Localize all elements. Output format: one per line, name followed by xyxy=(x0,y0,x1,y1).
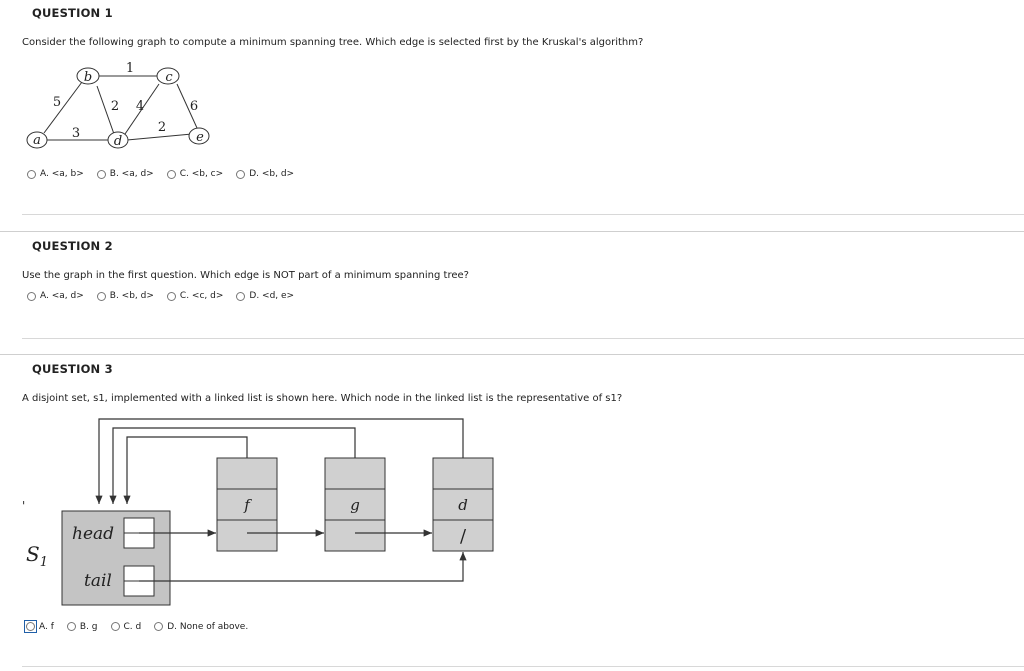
graph-weight-b-d: 2 xyxy=(110,99,120,114)
graph-node-a-label: a xyxy=(33,133,41,148)
option-label: B. <a, d> xyxy=(109,169,154,179)
question-1-title: QUESTION 1 xyxy=(32,6,113,20)
graph-weight-a-b: 5 xyxy=(52,95,62,110)
question-2-option-b[interactable] xyxy=(97,291,154,301)
graph-node-b-label: b xyxy=(83,70,93,85)
option-label: A. <a, d> xyxy=(40,291,84,301)
set-label: $S_1$ xyxy=(26,542,48,570)
list-node-g-label: g xyxy=(350,496,360,514)
question-3-option-c[interactable] xyxy=(111,622,142,632)
question-1-options xyxy=(27,169,307,179)
question-separator xyxy=(0,231,1024,232)
question-3-text: A disjoint set, s1, implemented with a linked list is shown here. Which node in the linked list is the representative of s1? xyxy=(22,393,623,404)
radio-icon[interactable] xyxy=(67,622,76,631)
question-3-option-d[interactable] xyxy=(154,622,248,632)
question-1-option-c[interactable] xyxy=(167,169,223,179)
head-label: head xyxy=(72,524,115,544)
radio-icon[interactable] xyxy=(236,170,245,179)
graph-node-c-label: c xyxy=(165,70,173,85)
radio-icon[interactable] xyxy=(154,622,163,631)
divider xyxy=(22,666,1024,667)
radio-icon[interactable] xyxy=(27,170,36,179)
question-2-title: QUESTION 2 xyxy=(32,239,113,253)
question-2-option-a[interactable] xyxy=(27,291,84,301)
option-label: D. <b, d> xyxy=(249,169,295,179)
question-1-text: Consider the following graph to compute a minimum spanning tree. Which edge is selected first by the Kruskal's algorithm? xyxy=(22,37,644,48)
radio-icon[interactable] xyxy=(167,170,176,179)
radio-icon[interactable] xyxy=(167,292,176,301)
graph-node-e-label: e xyxy=(196,130,204,145)
d-representative-pointer xyxy=(99,419,463,504)
tail-to-d-pointer xyxy=(139,552,463,581)
margin-mark: ' xyxy=(22,499,26,513)
linked-list-figure xyxy=(14,412,514,612)
graph-weight-c-d: 4 xyxy=(135,99,145,114)
graph-weight-c-e: 6 xyxy=(189,99,199,114)
divider xyxy=(22,214,1024,215)
option-label: B. g xyxy=(79,621,98,632)
tail-label: tail xyxy=(84,571,112,591)
question-3-option-b[interactable] xyxy=(67,622,98,632)
question-3-options xyxy=(24,620,261,633)
question-3-option-a[interactable] xyxy=(24,620,54,633)
radio-icon[interactable] xyxy=(111,622,120,631)
option-label: D. None of above. xyxy=(167,621,249,632)
divider xyxy=(22,338,1024,339)
option-label: A. <a, b> xyxy=(40,169,84,179)
graph-weight-a-d: 3 xyxy=(71,126,81,141)
option-label: B. <b, d> xyxy=(109,291,154,301)
question-2-option-c[interactable] xyxy=(167,291,223,301)
question-separator xyxy=(0,354,1024,355)
radio-icon[interactable] xyxy=(27,292,36,301)
question-1-option-a[interactable] xyxy=(27,169,84,179)
radio-icon[interactable] xyxy=(97,170,106,179)
mst-graph-figure xyxy=(22,58,222,158)
question-2-text: Use the graph in the first question. Which edge is NOT part of a minimum spanning tree? xyxy=(22,270,469,281)
question-1-option-b[interactable] xyxy=(97,169,154,179)
question-2-options xyxy=(27,291,307,301)
focus-ring xyxy=(24,620,37,633)
list-node-d-label: d xyxy=(458,496,468,514)
question-2-option-d[interactable] xyxy=(236,291,294,301)
graph-weight-b-c: 1 xyxy=(125,61,135,76)
graph-node-d-label: d xyxy=(113,134,123,149)
list-node-f-label: f xyxy=(244,496,250,514)
option-label: A. f xyxy=(39,621,54,632)
radio-icon[interactable] xyxy=(97,292,106,301)
option-label: C. <c, d> xyxy=(179,291,224,301)
option-label: C. <b, c> xyxy=(179,169,224,179)
graph-weight-d-e: 2 xyxy=(157,120,167,135)
radio-icon[interactable] xyxy=(26,622,35,631)
option-label: D. <d, e> xyxy=(249,291,295,301)
radio-icon[interactable] xyxy=(236,292,245,301)
question-1-option-d[interactable] xyxy=(236,169,294,179)
option-label: C. d xyxy=(123,621,142,632)
question-3-title: QUESTION 3 xyxy=(32,362,113,376)
null-pointer-mark: / xyxy=(459,526,467,547)
